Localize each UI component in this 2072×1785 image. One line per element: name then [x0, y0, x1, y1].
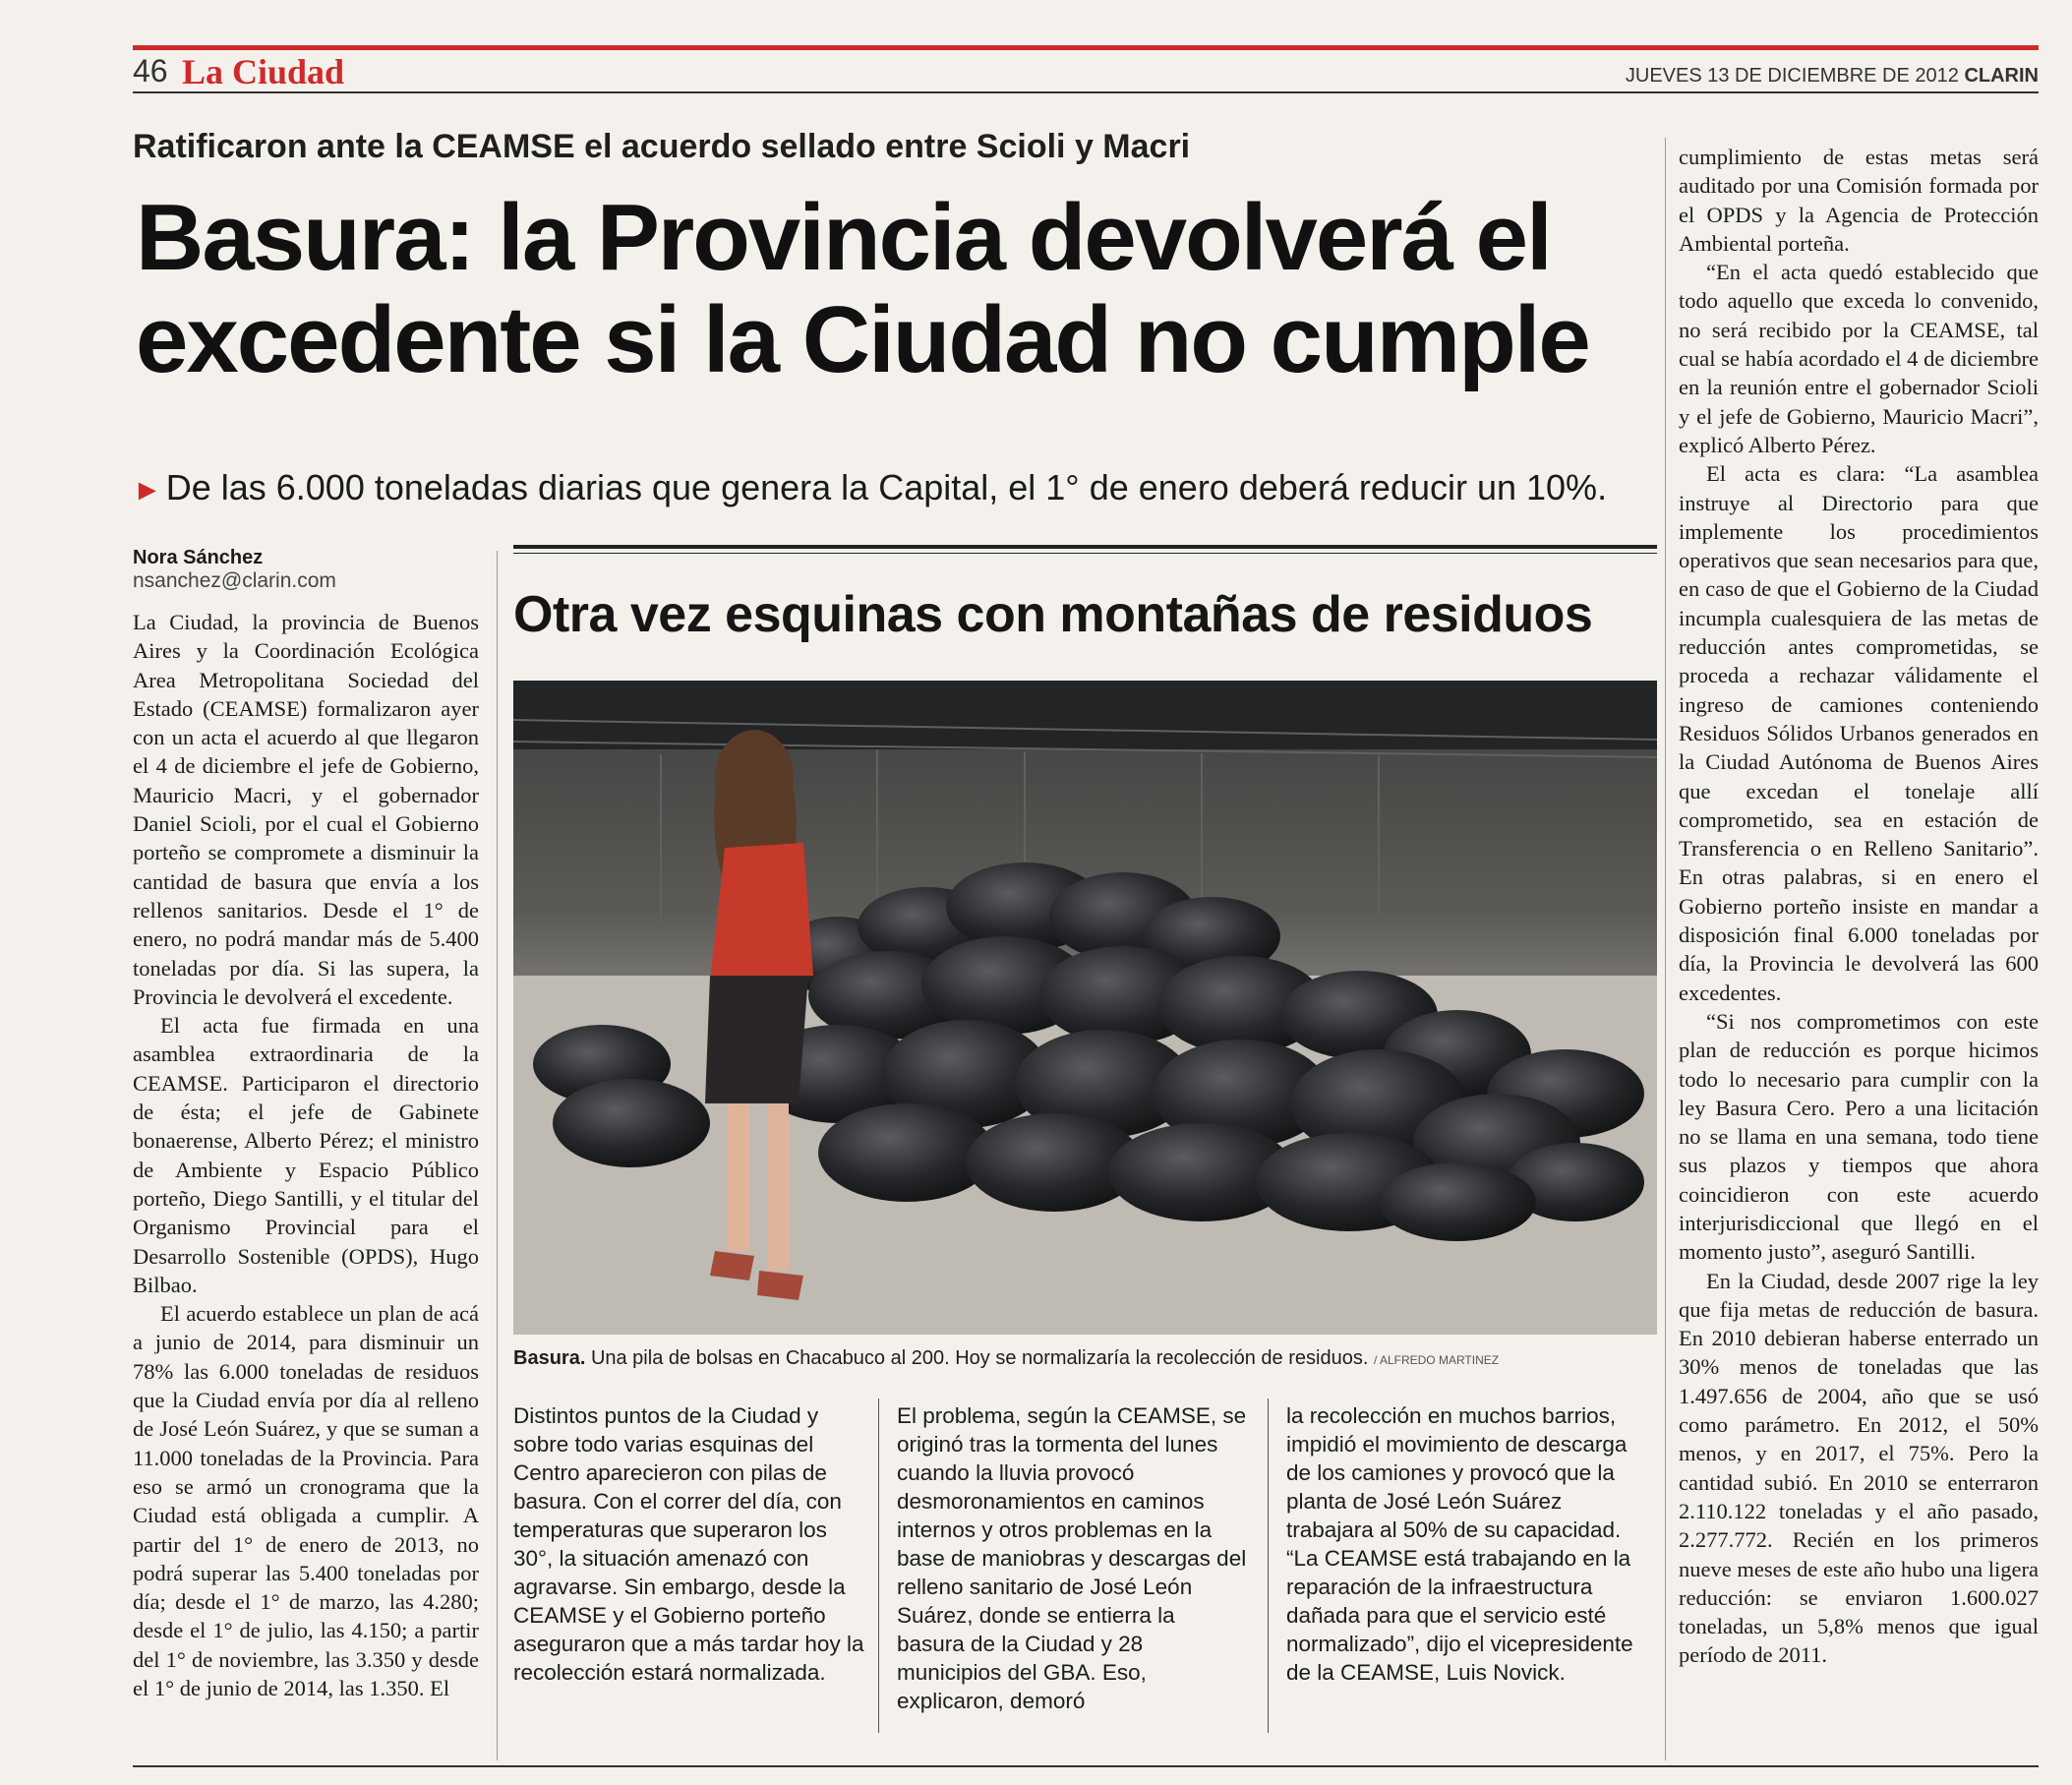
- paragraph: El acuerdo establece un plan de acá a junio de 2014, para disminuir un 78% las 6.000 toneladas de residuos que la Ciudad envía por día al relleno de José León Suárez, y que se suman a 11.000 toneladas de la Provincia. Para eso se armó un cronograma que la Ciudad está obligada a cumplir. A partir del 1° de enero de 2013, no podrá superar las 5.400 toneladas por día; desde el 1° de marzo, las 4.280; desde el 1° de julio, las 4.150; a partir del 1° de noviembre, las 3.350 y desde el 1° de junio de 2014, las 1.350. El: [133, 1301, 479, 1700]
- box-column-divider: [1268, 1398, 1269, 1733]
- date-text: JUEVES 13 DE DICIEMBRE DE 2012: [1625, 65, 1959, 87]
- footer-rule: [133, 1765, 2039, 1767]
- triangle-bullet-icon: ►: [133, 474, 162, 506]
- section-name: La Ciudad: [182, 52, 345, 91]
- paragraph: En la Ciudad, desde 2007 rige la ley que fija metas de reducción de basura. En 2010 debieran haberse enterrado un 30% menos de toneladas que las 1.497.656 de 2004, año que se usó como parámetro. En 2012, el 50% menos, y en 2017, el 75%. Pero la cantidad subió. En 2010 se enterraron 2.110.122 toneladas y el año pasado, 2.277.772. Recién en los primeros nueve meses de este año hubo una ligera reducción: se enviaron 1.600.027 toneladas, un 5,8% menos que igual período de 2011.: [1679, 1268, 2039, 1668]
- headline-line-2: excedente si la Ciudad no cumple: [136, 287, 1589, 392]
- author-email: nsanchez@clarin.com: [133, 569, 336, 592]
- deck: [133, 467, 1607, 508]
- photo-caption: [513, 1347, 1657, 1370]
- news-photo: [513, 681, 1657, 1335]
- caption-label: Basura.: [513, 1347, 586, 1369]
- page-number: 46: [133, 53, 168, 89]
- article-column-4: [1679, 143, 2039, 1670]
- issue-date: [1626, 65, 2039, 88]
- box-column-1: Distintos puntos de la Ciudad y sobre todo varias esquinas del Centro aparecieron con pilas de basura. Con el correr del día, con temperaturas que superaron los 30°, la situación amenazó con agravarse. Sin embargo, desde la CEAMSE y el Gobierno porteño aseguraron que a más tardar hoy la recolección estará normalizada.: [513, 1403, 864, 1685]
- kicker: Ratificaron ante la CEAMSE el acuerdo sellado entre Scioli y Macri: [133, 128, 1191, 165]
- byline: [133, 547, 336, 593]
- headline: [136, 187, 1660, 391]
- paragraph: “En el acta quedó establecido que todo aquello que exceda lo convenido, no será recibido por la CEAMSE, tal cual se había acordado el 4 de diciembre en la reunión entre el gobernador Scioli y el jefe de Gobierno, Mauricio Macri”, explicó Alberto Pérez.: [1679, 260, 2039, 457]
- caption-text: Una pila de bolsas en Chacabuco al 200. Hoy se normalizaría la recolección de residuos.: [590, 1347, 1369, 1369]
- paragraph: cumplimiento de estas metas será auditado por una Comisión formada por el OPDS y la Agencia de Protección Ambiental porteña.: [1679, 145, 2039, 256]
- paragraph: El acta es clara: “La asamblea instruye al Directorio para que implemente los procedimientos operativos que sean necesarios para que, en caso de que el Gobierno de la Ciudad incumpla cualesquiera de las metas de reducción antes comprometidas, se proceda a rechazar válidamente el ingreso de camiones conteniendo Residuos Sólidos Urbanos generados en la Ciudad Autónoma de Buenos Aires que excedan el tonelaje allí comprometido, sea en estación de Transferencia o en Relleno Sanitario”. En otras palabras, si en enero el Gobierno porteño insiste en mandar a disposición final 6.000 toneladas por día, la Provincia le devolverá las 600 excedentes.: [1679, 461, 2039, 1005]
- paper-name: CLARIN: [1964, 65, 2039, 87]
- headline-line-1: Basura: la Provincia devolverá el: [136, 185, 1551, 290]
- paragraph: “Si nos comprometimos con este plan de reducción es porque hicimos todo lo necesario para cumplir con la ley Basura Cero. Pero a una licitación no se llama en una semana, todo tiene sus plazos y tiempos que ahora coincidieron con este acuerdo interjurisdiccional que llegó en el momento justo”, aseguró Santilli.: [1679, 1008, 2039, 1265]
- deck-text: De las 6.000 toneladas diarias que genera la Capital, el 1° de enero deberá reducir un 10%.: [165, 467, 1608, 507]
- photo-credit: / ALFREDO MARTINEZ: [1373, 1353, 1500, 1367]
- column-divider: [497, 551, 498, 1760]
- header-accent-rule: [133, 45, 2039, 50]
- box-column-2: El problema, según la CEAMSE, se originó tras la tormenta del lunes cuando la lluvia provocó desmoronamientos en caminos internos y otros problemas en la base de maniobras y descargas del relleno sanitario de José León Suárez, donde se entierra la basura de la Ciudad y 28 municipios del GBA. Eso, explicaron, demoró: [897, 1403, 1247, 1713]
- box-rule-thin: [513, 553, 1657, 554]
- author-name: Nora Sánchez: [133, 547, 264, 568]
- box-rule: [513, 545, 1657, 549]
- paragraph: La Ciudad, la provincia de Buenos Aires y la Coordinación Ecológica Area Metropolitana Sociedad del Estado (CEAMSE) formalizaron ayer con un acta el acuerdo al que llegaron el 4 de diciembre el jefe de Gobierno, Mauricio Macri, y el gobernador Daniel Scioli, por el cual el Gobierno porteño se compromete a disminuir la cantidad de basura que envía a los rellenos sanitarios. Desde el 1° de enero, no podrá mandar más de 5.400 toneladas por día. Si las supera, la Provincia le devolverá el excedente.: [133, 610, 479, 1009]
- column-divider: [1665, 138, 1666, 1760]
- article-column-1: [133, 608, 479, 1702]
- box-title: Otra vez esquinas con montañas de residuos: [513, 586, 1593, 643]
- header-rule: [133, 91, 2039, 93]
- photo-illustration: [513, 681, 1657, 1335]
- paragraph: El acta fue firmada en una asamblea extraordinaria de la CEAMSE. Participaron el directorio de ésta; el jefe de Gabinete bonaerense, Alberto Pérez; el ministro de Ambiente y Espacio Público porteño, Diego Santilli, y el titular del Organismo Provincial para el Desarrollo Sostenible (OPDS), Hugo Bilbao.: [133, 1013, 479, 1297]
- box-column-3: la recolección en muchos barrios, impidió el movimiento de descarga de los camiones y provocó que la planta de José León Suárez trabajara al 50% de su capacidad. “La CEAMSE está trabajando en la reparación de la infraestructura dañada para que el servicio esté normalizado”, dijo el vicepresidente de la CEAMSE, Luis Novick.: [1286, 1403, 1633, 1685]
- box-column-divider: [878, 1398, 879, 1733]
